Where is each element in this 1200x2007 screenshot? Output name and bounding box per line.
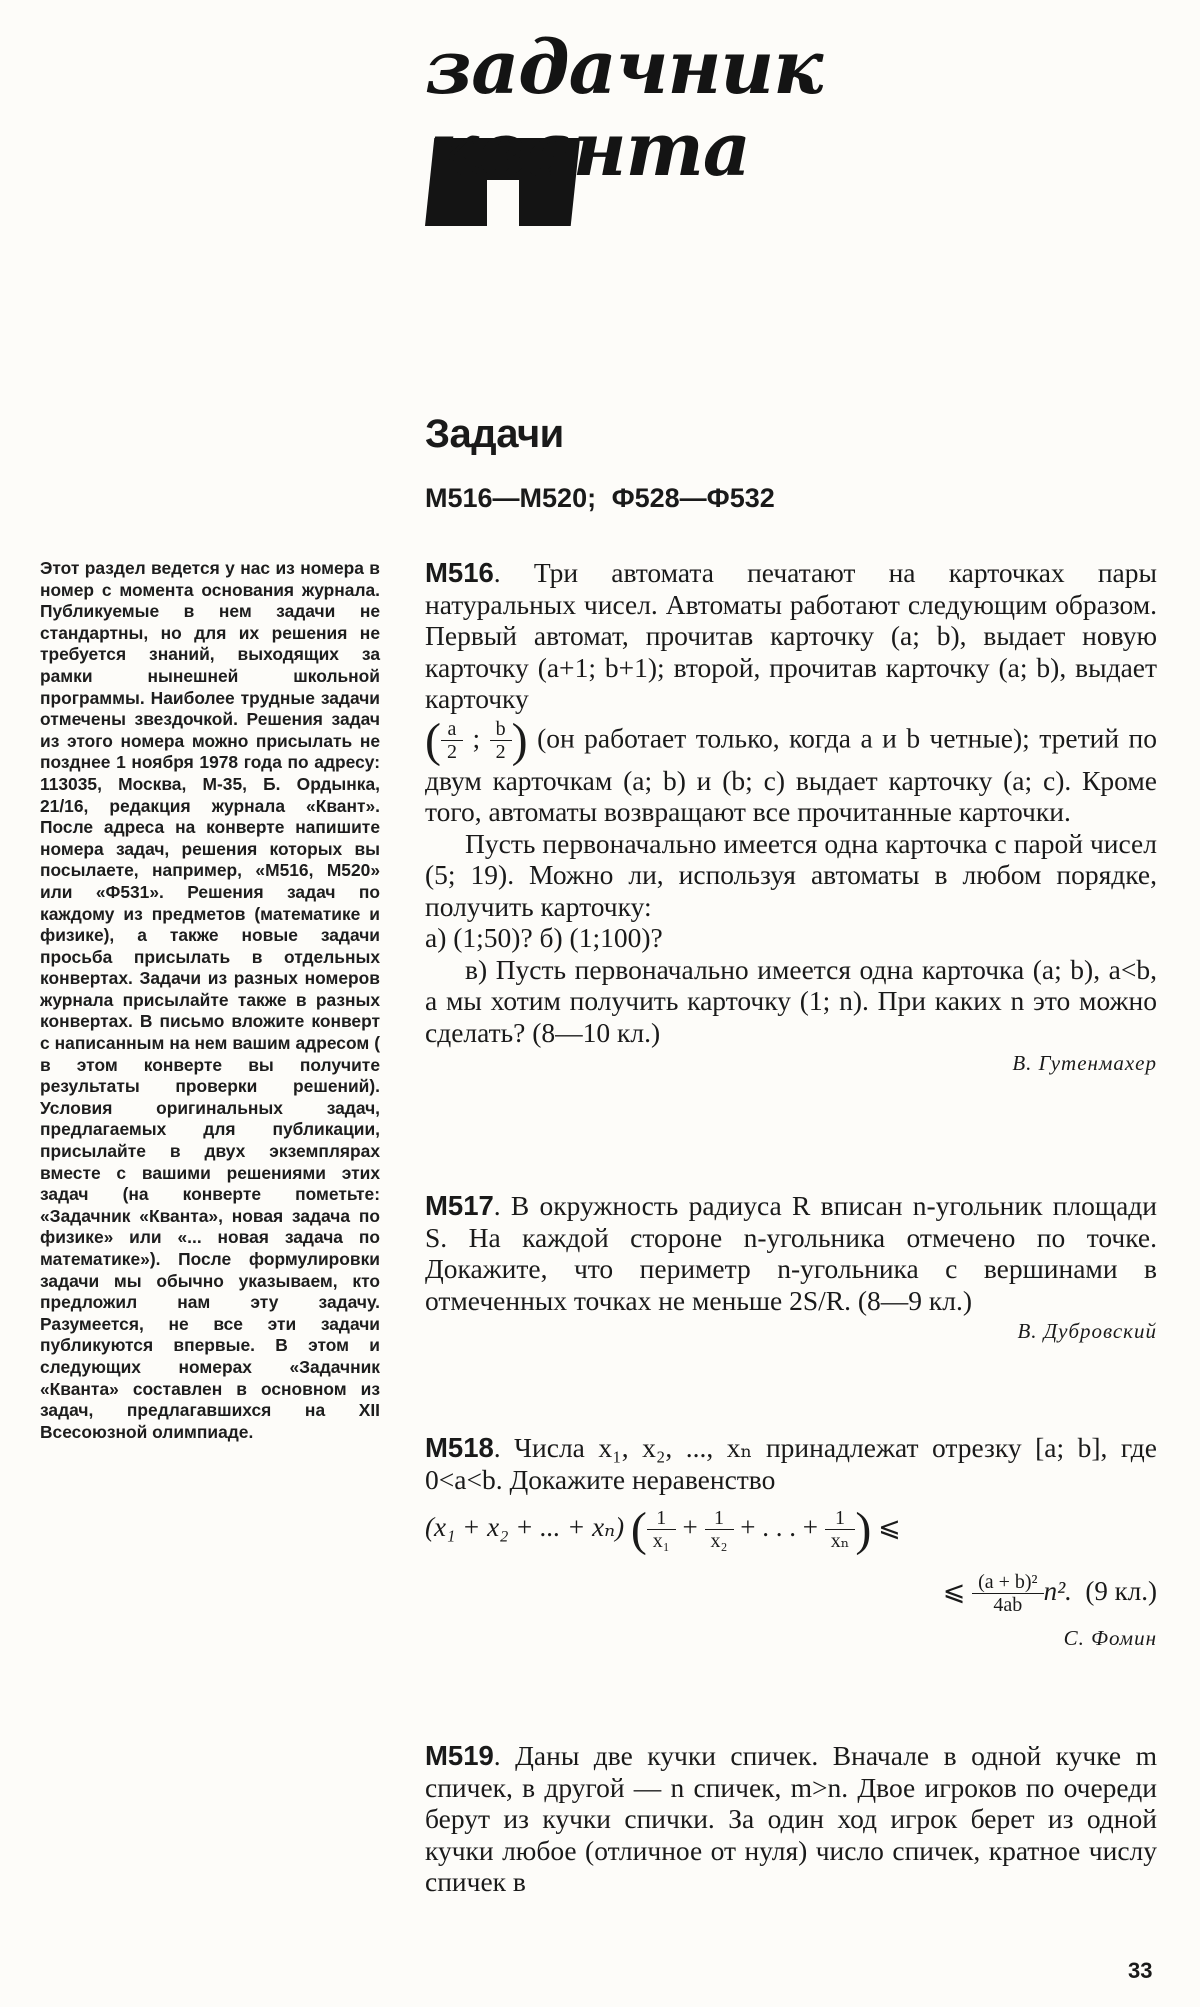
problem-m517: [425, 1190, 1157, 1348]
problem-text: . В окружность радиуса R вписан n-угольник площади S. На каждой стороне n-угольника отмечено по точке. Докажите, что периметр n-угольника с вершинами в отмеченных точках не меньше 2S/R. (8—9 кл.): [425, 1190, 1157, 1316]
problem-text: . Числа x₁, x₂, ..., xₙ принадлежат отрезку [a; b], где 0<a<b. Докажите неравенство: [425, 1432, 1157, 1495]
problem-number: М516: [425, 557, 494, 588]
page-number: 33: [1128, 1958, 1153, 1983]
problem-number: М519: [425, 1740, 494, 1771]
inequality-line-2: ⩽ $\frac{\text{(a + b)²}}{4ab}$ n². (9 кл.): [942, 1571, 1157, 1617]
problem-m519: [425, 1740, 1157, 1898]
fraction-b-2: $\frac{b}{2}$: [490, 718, 512, 763]
problem-m518: [425, 1432, 1157, 1655]
section-heading: Задачи: [425, 412, 564, 456]
problem-range: М516—М520; Ф528—Ф532: [425, 483, 775, 513]
sidebar-info: Этот раздел ведется у нас из номера в номер с момента основания журнала. Публикуемые в нем задачи не стандартны, но для их решения не требуется знаний, выходящих за рамки нынешней школьной программы. Наиболее трудные задачи отмечены звездочкой. Решения задач из этого номера можно присылать не позднее 1 ноября 1978 года по адресу: 113035, Москва, М-35, Б. Ордынка, 21/16, редакция журнала «Квант». После адреса на конверте напишите номера задач, решения которых вы посылаете, например, «М516, М520» или «Ф531». Решения задач по каждому из предметов (математике и физике), а также новые задачи просьба присылать в отдельных конвертах. Задачи из разных номеров журнала присылайте также в разных конвертах. В письмо вложите конверт с написанным на нем вашим адресом ( в этом конверте вы получите результаты проверки решений). Условия оригинальных задач, предлагаемых для публикации, присылайте в двух экземплярах вместе с вашими решениями этих задач (на конверте пометьте: «Задачник «Кванта», новая задача по физике» или «... новая задача по математике»). После формулировки задачи мы обычно указываем, кто предложил нам эту задачу. Разумеется, не все эти задачи публикуются впервые. В этом и следующих номерах «Задачник «Кванта» составлен в основном из задач, предлагавшихся на XII Всесоюзной олимпиаде.: [40, 558, 380, 1442]
problem-author: В. Гутенмахер: [1012, 1051, 1157, 1075]
problem-text: . Даны две кучки спичек. Вначале в одной кучке m спичек, в другой — n спичек, m>n. Двое игроков по очереди берут из кучки спички. За один ход игрок берет из одной кучки любое (отличное от нуля) число спичек, кратное числу спичек в: [425, 1740, 1157, 1897]
problem-number: М518: [425, 1432, 494, 1463]
kvant-logo: [425, 25, 823, 210]
fraction-a-2: $\frac{a}{2}$: [441, 718, 463, 763]
problem-text: . Три автомата печатают на карточках пары натуральных чисел. Автоматы работают следующим образом. Первый автомат, прочитав карточку (a; b), выдает новую карточку (a+1; b+1); второй, прочитав карточку (a; b), выдает карточку: [425, 557, 1157, 714]
problem-author: С. Фомин: [1063, 1626, 1157, 1650]
problem-text: (он работает только, когда a и b четные); третий по двум карточкам (a; b) и (b; c) выдает карточку (a; c). Кроме того, автоматы возвращают все прочитанные карточки.: [425, 721, 1157, 827]
logo-line-2: кванта: [429, 107, 750, 193]
problem-number: М517: [425, 1190, 494, 1221]
problem-text: Пусть первоначально имеется одна карточка с парой чисел (5; 19). Можно ли, используя автоматы в любом порядке, получить карточку:: [425, 827, 1157, 922]
logo-line-1: задачник: [425, 25, 823, 111]
problem-m516: М516. Три автомата печатают на карточках пары натуральных чисел. Автоматы работают следующим образом. Первый автомат, прочитав карточку (a; b), выдает новую карточку (a+1; b+1); второй, прочитав карточку (a; b), выдает карточку ( $\frac{a}{2}$ ; $\frac{b}{2}$ ) (он работает только, когда a и b четные); третий по двум карточкам (a; b) и (b; c) выдает карточку (a; c). Кроме того, автоматы возвращают все прочитанные карточки. Пусть первоначально имеется одна карточка с парой чисел (5; 19). Можно ли, используя автоматы в любом порядке, получить карточку: а) (1;50)? б) (1;100)? в) Пусть первоначально имеется одна карточка (a; b), a<b, а мы хотим получить карточку (1; n). При каких n это можно сделать? (8—10 кл.) В. Гутенмахер: [425, 557, 1157, 1080]
problem-question: в) Пусть первоначально имеется одна карточка (a; b), a<b, а мы хотим получить карточку (1; n). При каких n это можно сделать? (8—10 кл.): [425, 953, 1157, 1048]
problem-question: а) (1;50)? б) (1;100)?: [425, 922, 663, 953]
problem-author: В. Дубровский: [1017, 1319, 1157, 1343]
inequality-line-1: (x₁ + x₂ + ... + xₙ) ( $\frac{1}{\text{x₁}}$ + $\frac{1}{\text{x₂}}$ + . . . + $\frac{1}{\text{xₙ}}$ ) ⩽: [425, 1502, 901, 1556]
